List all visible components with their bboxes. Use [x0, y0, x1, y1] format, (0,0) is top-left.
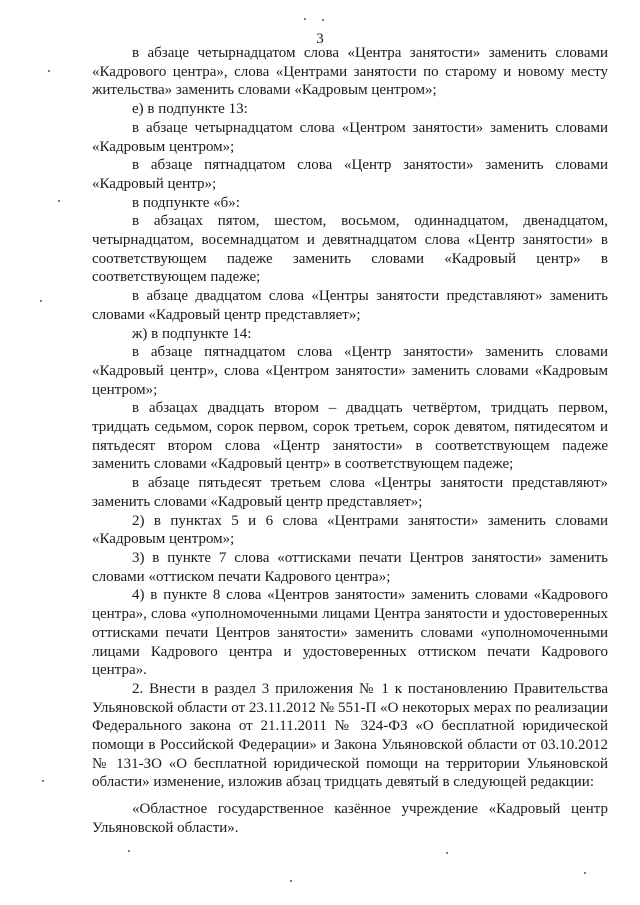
page-number: 3 [316, 31, 324, 47]
paragraph: в подпункте «б»: [132, 194, 240, 211]
paragraph: в абзаце двадцатом слова «Центры занятости представляют» заменить словами «Кадровый центр представляет»; [92, 288, 608, 323]
document-body [92, 44, 608, 838]
paragraph: 3) в пункте 7 слова «оттисками печати Центров занятости» заменить словами «оттиском печати Кадрового центра»; [92, 549, 608, 585]
scan-speck [48, 70, 50, 72]
scan-speck [446, 852, 448, 854]
scan-speck [304, 18, 306, 20]
paragraph: в абзаце четырнадцатом слова «Центра занятости» заменить словами «Кадрового центра», слова «Центрами занятости по старому и новому месту жительства» заменить словами «Кадровым центром»; [92, 45, 608, 99]
quoted-paragraph: «Областное государственное казённое учреждение «Кадровый центр Ульяновской области». [92, 801, 608, 836]
paragraph: ж) в подпункте 14: [132, 325, 252, 342]
paragraph: в абзацах двадцать втором – двадцать четвёртом, тридцать первом, тридцать седьмом, сорок первом, сорок третьем, сорок девятом, пятидесятом и пятьдесят втором слова «Центр занятости» в соответствующем падеже заменить словами «Кадровый центр» в соответствующем падеже; [92, 400, 608, 473]
scan-speck [58, 200, 60, 202]
paragraph: 2) в пунктах 5 и 6 слова «Центрами занятости» заменить словами «Кадровым центром»; [92, 512, 608, 548]
scan-speck [290, 880, 292, 882]
paragraph: в абзацах пятом, шестом, восьмом, одиннадцатом, двенадцатом, четырнадцатом, восемнадцатом и девятнадцатом слова «Центр занятости» в соответствующем падеже заменить словами «Кадровый центр» в соответствующем падеже; [92, 213, 608, 286]
scan-speck [584, 872, 586, 874]
paragraph: 4) в пункте 8 слова «Центров занятости» заменить словами «Кадрового центра», слова «уполномоченными лицами Центра занятости и удостоверенных оттисками печати Центров занятости» заменить словами «уполномоченными лицами Кадрового центра и удостоверенных оттиском печати Кадрового центра». [92, 587, 608, 679]
paragraph: в абзаце пятнадцатом слова «Центр занятости» заменить словами «Кадровый центр», слова «Центром занятости» заменить словами «Кадровым центром»; [92, 344, 608, 398]
scan-speck [40, 300, 42, 302]
scan-speck [42, 780, 44, 782]
paragraph: в абзаце четырнадцатом слова «Центром занятости» заменить словами «Кадровым центром»; [92, 119, 608, 155]
scan-speck [322, 19, 324, 21]
paragraph: е) в подпункте 13: [132, 101, 248, 118]
paragraph: в абзаце пятнадцатом слова «Центр занятости» заменить словами «Кадровый центр»; [92, 157, 608, 192]
paragraph: в абзаце пятьдесят третьем слова «Центры занятости представляют» заменить словами «Кадровый центр представляет»; [92, 475, 608, 510]
paragraph: 2. Внести в раздел 3 приложения № 1 к постановлению Правительства Ульяновской области от 23.11.2012 № 551-П «О некоторых мерах по реализации Федерального закона от 21.11.2011 № 324-ФЗ «О бесплатной юридической помощи в Российской Федерации» и Закона Ульяновской области от 03.10.2012 № 131-ЗО «О бесплатной юридической помощи на территории Ульяновской области» изменение, изложив абзац тридцать девятый в следующей редакции: [92, 680, 608, 791]
scan-speck [128, 850, 130, 852]
